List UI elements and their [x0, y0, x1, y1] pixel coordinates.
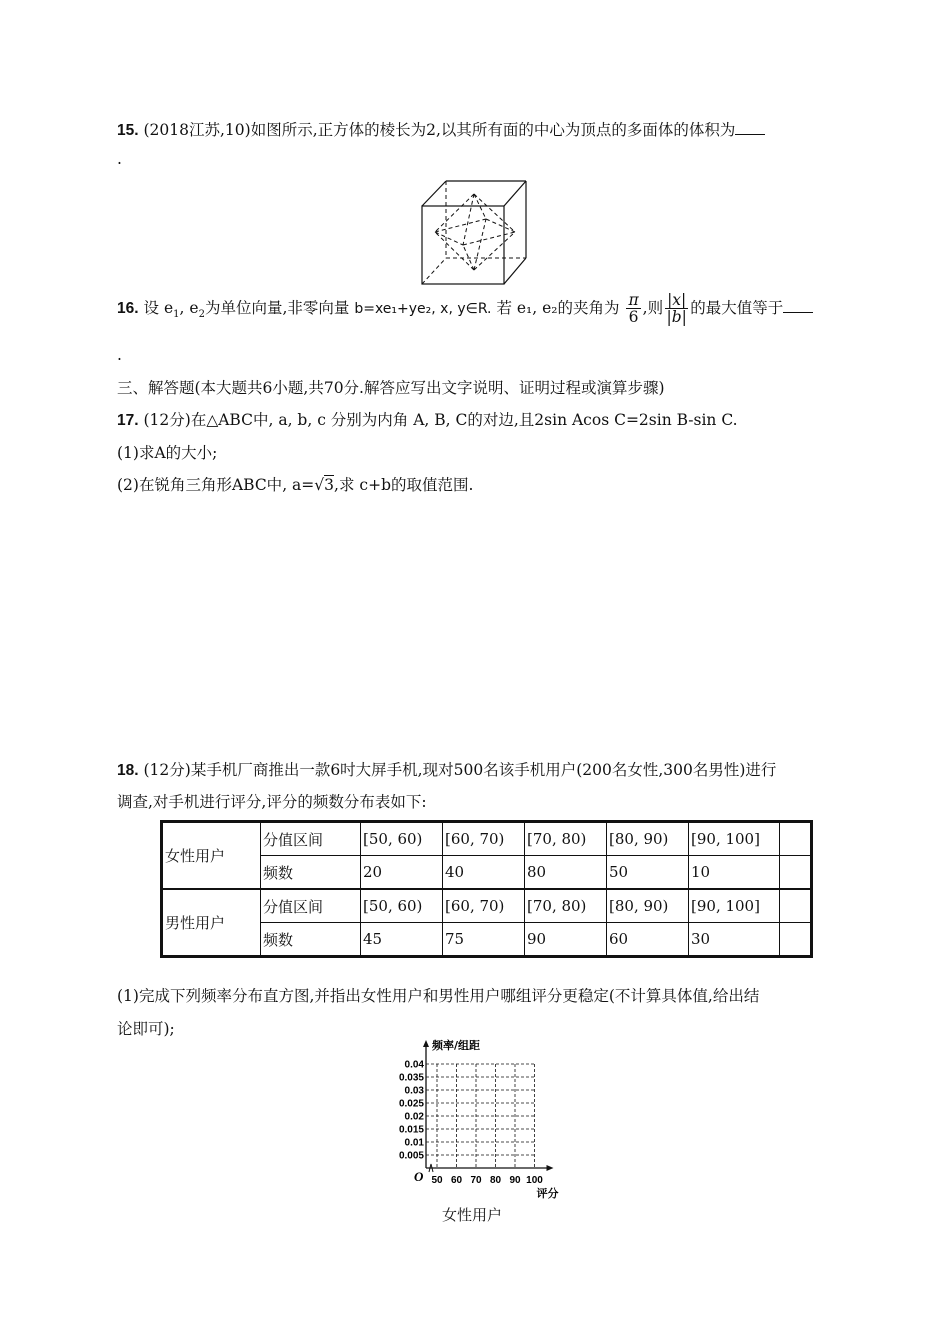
q15-answer-blank[interactable]	[735, 122, 765, 135]
x-tick-label: 80	[489, 1175, 502, 1186]
interval-cell: [60, 70)	[443, 889, 525, 923]
count-cell: 40	[443, 856, 525, 890]
interval-cell: [90, 100]	[689, 822, 780, 856]
count-header-cell: 频数	[261, 856, 361, 890]
x-tick-label: 50	[431, 1175, 443, 1186]
q18-part1-line1: (1)完成下列频率分布直方图,并指出女性用户和男性用户哪组评分更稳定(不计算具体值,给出结	[117, 987, 760, 1005]
q16-line	[117, 292, 813, 326]
q17-part2-b: ,求 c+b的取值范围.	[334, 476, 474, 494]
q16-e2	[189, 298, 205, 320]
y-tick-label: 0.03	[404, 1085, 424, 1097]
q16-abs-b: |b|	[666, 308, 687, 327]
origin-label: O	[414, 1169, 424, 1184]
q16-answer-blank[interactable]	[783, 300, 813, 313]
q18-part1-line2: 论即可);	[117, 1020, 175, 1038]
q16-e1	[163, 298, 180, 320]
y-axis-arrow	[423, 1040, 429, 1047]
q15-number: 15.	[117, 122, 139, 139]
group-label-cell: 男性用户	[162, 889, 261, 957]
q16-number: 16.	[117, 299, 139, 317]
y-axis-label: 频率/组距	[432, 1039, 481, 1052]
q16-text-f: 的最大值等于	[690, 298, 784, 317]
table-row	[162, 889, 812, 923]
cube-octahedron-figure	[418, 178, 530, 288]
x-axis-label: 评分	[536, 1187, 559, 1200]
q18-text-line2: 调查,对手机进行评分,评分的频数分布表如下:	[117, 793, 427, 811]
interval-cell: [70, 80)	[525, 822, 607, 856]
count-cell: 60	[607, 923, 689, 957]
q17-number: 17.	[117, 412, 139, 429]
q16-e2-letter: e	[189, 298, 199, 317]
q16-text-e: ,则	[642, 298, 664, 317]
empty-cell	[780, 856, 812, 890]
y-tick-label: 0.005	[398, 1150, 424, 1162]
empty-cell	[780, 822, 812, 856]
count-cell: 90	[525, 923, 607, 957]
interval-header-cell: 分值区间	[261, 822, 361, 856]
x-tick-label: 60	[450, 1175, 463, 1186]
empty-cell	[780, 889, 812, 923]
y-tick-label: 0.035	[398, 1072, 424, 1084]
q17-part1: (1)求A的大小;	[117, 444, 218, 462]
q16-pi: π	[628, 291, 639, 309]
x-tick-label: 100	[526, 1175, 543, 1186]
x-tick-label: 90	[509, 1175, 521, 1186]
q18-text-line1: (12分)某手机厂商推出一款6吋大屏手机,现对500名该手机用户(200名女性,300名男性)进行	[143, 761, 777, 779]
section-3-heading: 三、解答题(本大题共6小题,共70分.解答应写出文字说明、证明过程或演算步骤)	[117, 379, 665, 397]
q15-tail: .	[117, 150, 122, 168]
table-row	[162, 822, 812, 856]
histogram-chart	[374, 1036, 574, 1206]
y-tick-label: 0.02	[404, 1111, 424, 1123]
q16-b-equation: b=xe₁+ye₂, x, y∈R.	[354, 300, 492, 317]
q18-line1	[117, 758, 776, 780]
empty-cell	[780, 923, 812, 957]
q16-pi-over-6	[626, 292, 640, 326]
count-cell: 45	[361, 923, 443, 957]
x-tick-label: 70	[470, 1175, 482, 1186]
q16-tail: .	[117, 346, 122, 364]
q17-part2	[117, 473, 473, 495]
q17-part2-a: (2)在锐角三角形ABC中, a=	[117, 476, 315, 494]
group-label-cell: 女性用户	[162, 822, 261, 890]
count-cell: 30	[689, 923, 780, 957]
q16-e1-sub: 1	[173, 308, 180, 320]
q17-sqrt-value: 3	[324, 476, 335, 494]
interval-cell: [80, 90)	[607, 822, 689, 856]
count-cell: 75	[443, 923, 525, 957]
q16-text-d: 若 e₁, e₂的夹角为	[496, 298, 620, 317]
q18-number: 18.	[117, 762, 139, 779]
interval-cell: [70, 80)	[525, 889, 607, 923]
y-tick-label: 0.01	[404, 1137, 424, 1149]
histogram-title: 女性用户	[442, 1206, 503, 1224]
count-cell: 10	[689, 856, 780, 890]
q16-e1-letter: e	[163, 298, 174, 317]
frequency-table	[160, 820, 813, 958]
interval-cell: [50, 60)	[361, 822, 443, 856]
interval-cell: [60, 70)	[443, 822, 525, 856]
q16-six: 6	[628, 308, 639, 327]
q16-text-b: ,	[179, 298, 185, 317]
count-cell: 50	[607, 856, 689, 890]
q17-line	[117, 408, 738, 430]
count-cell: 80	[525, 856, 607, 890]
q16-ratio	[665, 292, 688, 326]
q15-text: (2018江苏,10)如图所示,正方体的棱长为2,以其所有面的中心为顶点的多面体的体积为	[143, 121, 736, 139]
interval-cell: [50, 60)	[361, 889, 443, 923]
q16-text-a: 设	[143, 298, 160, 317]
q16-e2-sub: 2	[198, 308, 205, 320]
count-header-cell: 频数	[261, 923, 361, 957]
interval-header-cell: 分值区间	[261, 889, 361, 923]
y-tick-label: 0.04	[404, 1059, 424, 1071]
q17-text: (12分)在△ABC中, a, b, c 分别为内角 A, B, C的对边,且2sin Acos C=2sin B-sin C.	[143, 411, 738, 429]
q16-abs-x: |x|	[667, 291, 687, 309]
interval-cell: [90, 100]	[689, 889, 780, 923]
y-tick-label: 0.015	[398, 1124, 424, 1136]
q15-line	[117, 118, 765, 140]
y-tick-label: 0.025	[398, 1098, 424, 1110]
q16-text-c: 为单位向量,非零向量	[204, 298, 350, 317]
count-cell: 20	[361, 856, 443, 890]
sqrt-symbol: √	[314, 476, 325, 494]
interval-cell: [80, 90)	[607, 889, 689, 923]
x-axis-arrow	[547, 1165, 554, 1171]
